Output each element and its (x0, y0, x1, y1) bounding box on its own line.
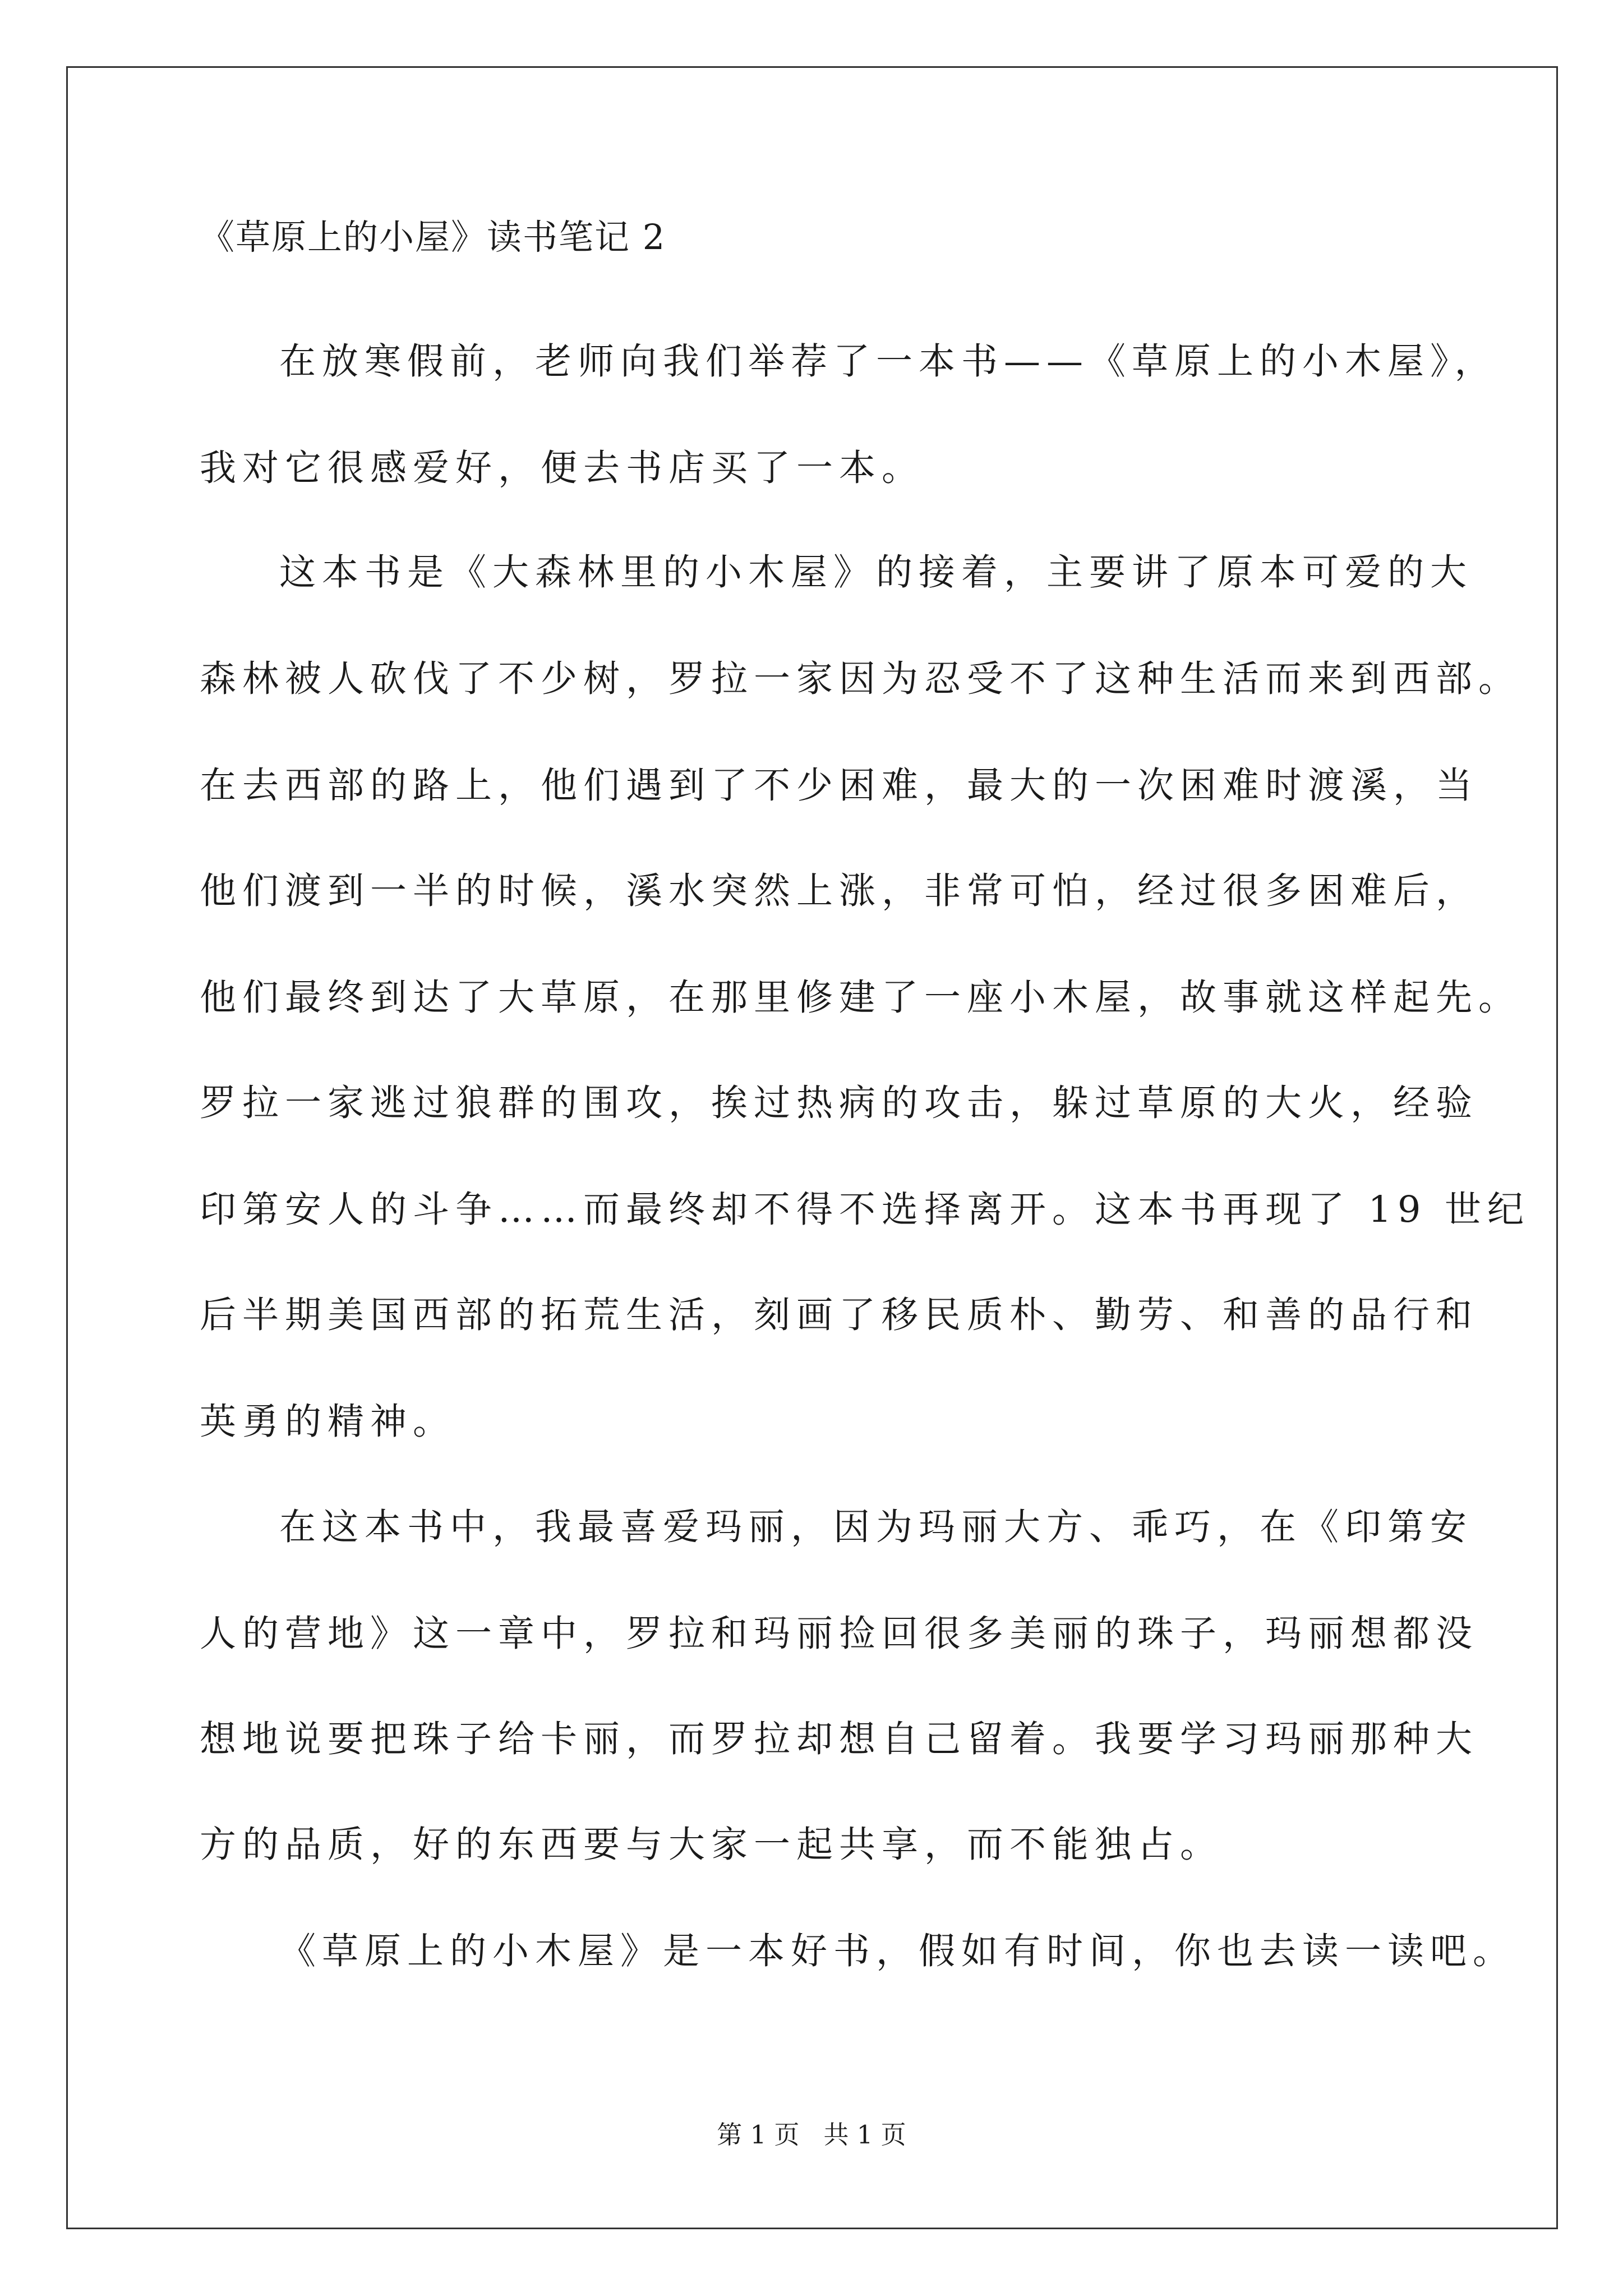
paragraph-2-line-2: 森林被人砍伐了不少树，罗拉一家因为忍受不了这种生活而来到西部。 (200, 658, 1521, 700)
paragraph-2-line-8: 后半期美国西部的拓荒生活，刻画了移民质朴、勤劳、和善的品行和 (200, 1294, 1479, 1336)
paragraph-1-line-2: 我对它很感爱好，便去书店买了一本。 (200, 447, 925, 489)
paragraph-2-line-5: 他们最终到达了大草原，在那里修建了一座小木屋，故事就这样起先。 (200, 977, 1521, 1019)
paragraph-2-line-9: 英勇的精神。 (200, 1401, 456, 1443)
page-number: 第 1 页 共 1 页 (717, 2120, 906, 2150)
page-border (66, 66, 1558, 2229)
paragraph-2-line-7: 印第安人的斗争……而最终却不得不选择离开。这本书再现了 19 世纪 (200, 1189, 1530, 1231)
paragraph-3-line-4: 方的品质，好的东西要与大家一起共享，而不能独占。 (200, 1824, 1223, 1866)
paragraph-2-line-3: 在去西部的路上，他们遇到了不少困难，最大的一次困难时渡溪，当 (200, 765, 1479, 807)
document-title: 《草原上的小屋》读书笔记 2 (200, 217, 666, 257)
paragraph-2-line-1: 这本书是《大森林里的小木屋》的接着，主要讲了原本可爱的大 (279, 551, 1473, 593)
paragraph-2-line-6: 罗拉一家逃过狼群的围攻，挨过热病的攻击，躲过草原的大火，经验 (200, 1082, 1479, 1124)
paragraph-3-line-2: 人的营地》这一章中，罗拉和玛丽捡回很多美丽的珠子，玛丽想都没 (200, 1613, 1479, 1655)
paragraph-3-line-3: 想地说要把珠子给卡丽，而罗拉却想自己留着。我要学习玛丽那种大 (200, 1718, 1479, 1760)
paragraph-4-line-1: 《草原上的小木屋》是一本好书，假如有时间，你也去读一读吧。 (279, 1930, 1516, 1972)
paragraph-3-line-1: 在这本书中，我最喜爱玛丽，因为玛丽大方、乖巧，在《印第安 (279, 1506, 1473, 1548)
paragraph-2-line-4: 他们渡到一半的时候，溪水突然上涨，非常可怕，经过很多困难后， (200, 870, 1479, 912)
paragraph-1-line-1: 在放寒假前，老师向我们举荐了一本书——《草原上的小木屋》， (279, 341, 1497, 383)
